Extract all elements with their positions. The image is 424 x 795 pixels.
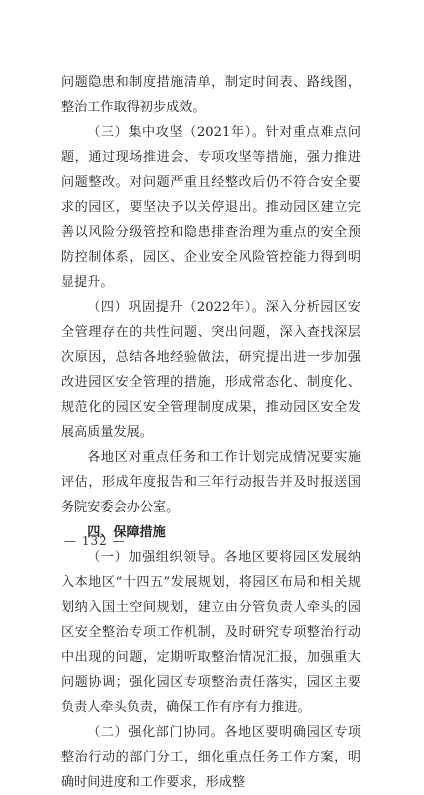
paragraph-focused-tackling: （三）集中攻坚（2021年）。针对重点难点问题，通过现场推进会、专项攻坚等措施，强力推进问题整改。对问题严重且经整改后仍不符合安全要求的园区，要坚决予以关停退出。推动园区建立完善以风险分级管控和隐患排查治理为重点的安全预防控制体系，园区、企业安全风险管控能力得到明显提升。 xyxy=(61,125,361,290)
paragraph-department-coordination: （二）强化部门协同。各地区要明确园区专项整治行动的部门分工，细化重点任务工作方案，明确时间进度和工作要求，形成整 xyxy=(61,725,361,790)
page-number: — 132 — xyxy=(64,534,126,548)
paragraph-consolidation: （四）巩固提升（2022年）。深入分析园区安全管理存在的共性问题、突出问题，深入查找深层次原因，总结各地经验做法，研究提出进一步加强改进园区安全管理的措施，形成常态化、制度化、规范化的园区安全管理制度成果，推动园区安全发展高质量发展。 xyxy=(61,300,361,440)
document-body xyxy=(61,70,361,795)
paragraph-continuation: 问题隐患和制度措施清单，制定时间表、路线图，整治工作取得初步成效。 xyxy=(61,75,361,115)
section-heading-safeguards: 四、保障措施 xyxy=(87,525,166,540)
paragraph-organization-leadership: （一）加强组织领导。各地区要将园区发展纳入本地区“十四五”发展规划，将园区布局和相关规划纳入国土空间规划，建立由分管负责人牵头的园区安全整治专项工作机制，及时研究专项整治行动中出现的问题，定期听取整治情况汇报，加强重大问题协调；强化园区专项整治责任落实，园区主要负责人牵头负责，确保工作有序有力推进。 xyxy=(61,550,361,715)
paragraph-evaluation: 各地区对重点任务和工作计划完成情况要实施评估，形成年度报告和三年行动报告并及时报送国务院安委会办公室。 xyxy=(61,450,361,515)
